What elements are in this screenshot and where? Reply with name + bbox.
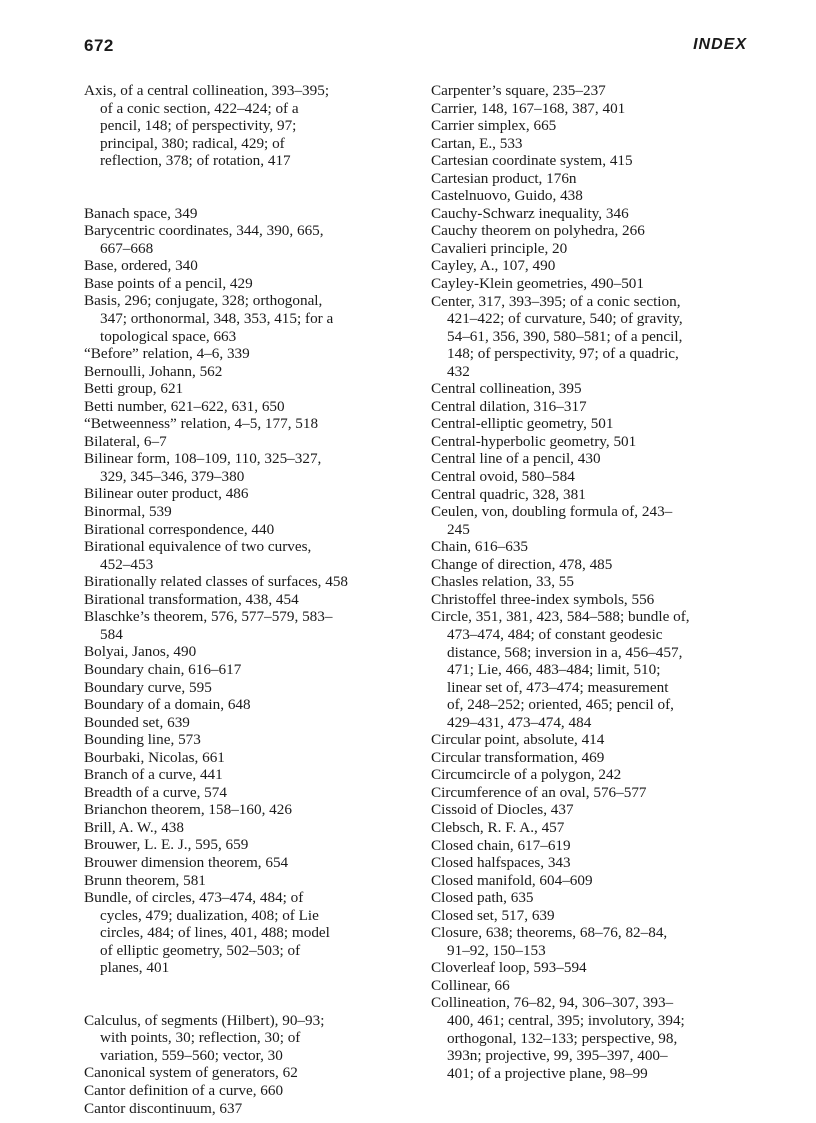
index-entry-line: 245 [447, 520, 470, 538]
index-entry-line: Closed path, 635 [431, 889, 534, 907]
index-entry [84, 573, 414, 591]
index-entry [431, 556, 754, 574]
index-entry-line: 421–422; of curvature, 540; of gravity, [447, 310, 683, 328]
index-entry-line: orthogonal, 132–133; perspective, 98, [447, 1029, 678, 1047]
index-entry-line: of elliptic geometry, 502–503; of [100, 941, 301, 959]
index-entry [431, 608, 754, 731]
index-entry-line: Closed halfspaces, 343 [431, 854, 571, 872]
index-entry [431, 152, 754, 170]
index-entry-line: Axis, of a central collineation, 393–395; [84, 82, 330, 99]
index-entry [84, 433, 414, 451]
index-entry-line: Central line of a pencil, 430 [431, 450, 601, 468]
index-entry [84, 1012, 414, 1065]
index-entry [431, 117, 754, 135]
index-entry [431, 240, 754, 258]
index-entry [84, 1064, 414, 1082]
index-entry-line: pencil, 148; of perspectivity, 97; [100, 117, 297, 135]
index-entry-line: Bilinear form, 108–109, 110, 325–327, [84, 450, 322, 468]
index-entry [431, 801, 754, 819]
index-entry-line: Ceulen, von, doubling formula of, 243– [431, 503, 673, 521]
index-entry [84, 292, 414, 345]
index-entry-line: 667–668 [100, 239, 154, 257]
index-entry-line: Binormal, 539 [84, 503, 172, 521]
index-entry-line: of, 248–252; oriented, 465; pencil of, [447, 696, 674, 714]
index-entry-line: Boundary curve, 595 [84, 678, 212, 696]
index-entry [84, 836, 414, 854]
index-entry-line: Circle, 351, 381, 423, 584–588; bundle of, [431, 608, 690, 626]
index-entry [431, 398, 754, 416]
index-entry-line: Cauchy-Schwarz inequality, 346 [431, 204, 629, 222]
index-entry [431, 766, 754, 784]
index-entry [84, 643, 414, 661]
index-entry [431, 205, 754, 223]
index-entry-line: Birational transformation, 438, 454 [84, 590, 299, 608]
index-entry-line: 91–92, 150–153 [447, 941, 546, 959]
index-entry [84, 591, 414, 609]
index-entry-line: Barycentric coordinates, 344, 390, 665, [84, 222, 324, 240]
index-entry [431, 82, 754, 100]
index-entry [84, 345, 414, 363]
index-entry-line: Boundary chain, 616–617 [84, 660, 242, 678]
index-entry-line: Central quadric, 328, 381 [431, 485, 586, 503]
index-entry [431, 889, 754, 907]
index-entry-line: 401; of a projective plane, 98–99 [447, 1064, 648, 1082]
index-entry-line: Central ovoid, 580–584 [431, 468, 575, 486]
index-entry [84, 801, 414, 819]
index-entry-line: 473–474, 484; of constant geodesic [447, 625, 663, 643]
index-entry [84, 450, 414, 485]
letter-group-gap [84, 977, 414, 1012]
index-entry [84, 679, 414, 697]
index-entry-line: 471; Lie, 466, 483–484; limit, 510; [447, 661, 661, 679]
index-entry [431, 994, 754, 1082]
running-head: INDEX [693, 36, 747, 53]
index-entry [84, 503, 414, 521]
index-entry [84, 608, 414, 643]
index-entry-line: Brianchon theorem, 158–160, 426 [84, 801, 292, 819]
index-entry-line: Bundle, of circles, 473–474, 484; of [84, 889, 304, 907]
index-entry-line: Brouwer dimension theorem, 654 [84, 853, 289, 871]
index-entry-line: linear set of, 473–474; measurement [447, 678, 669, 696]
index-entry-line: Carpenter’s square, 235–237 [431, 82, 606, 99]
index-entry-line: Cayley-Klein geometries, 490–501 [431, 275, 644, 293]
index-entry-line: 329, 345–346, 379–380 [100, 467, 245, 485]
index-entry [84, 398, 414, 416]
index-entry [431, 170, 754, 188]
index-entry-line: 400, 461; central, 395; involutory, 394; [447, 1011, 685, 1029]
index-entry-line: with points, 30; reflection, 30; of [100, 1029, 301, 1047]
index-entry [431, 784, 754, 802]
index-entry [431, 415, 754, 433]
index-entry-line: Birationally related classes of surfaces, 458 [84, 573, 349, 591]
index-entry [84, 363, 414, 381]
index-entry-line: Circular transformation, 469 [431, 748, 605, 766]
index-entry [84, 819, 414, 837]
index-entry [431, 380, 754, 398]
index-entry [84, 784, 414, 802]
index-entry [431, 222, 754, 240]
index-entry-line: Collineation, 76–82, 94, 306–307, 393– [431, 994, 674, 1012]
index-entry [431, 135, 754, 153]
index-entry-line: Cavalieri principle, 20 [431, 239, 568, 257]
index-entry-line: Closed chain, 617–619 [431, 836, 571, 854]
index-entry-line: Bounding line, 573 [84, 731, 201, 749]
index-entry-line: 429–431, 473–474, 484 [447, 713, 592, 731]
index-entry-line: Cissoid of Diocles, 437 [431, 801, 574, 819]
index-entry-line: Castelnuovo, Guido, 438 [431, 187, 583, 205]
index-entry [431, 468, 754, 486]
index-entry [84, 854, 414, 872]
index-entry-line: Bilinear outer product, 486 [84, 485, 249, 503]
index-entry-line: 148; of perspectivity, 97; of a quadric, [447, 345, 679, 363]
index-entry-line: Blaschke’s theorem, 576, 577–579, 583– [84, 608, 333, 626]
index-entry-line: of a conic section, 422–424; of a [100, 99, 299, 117]
index-entry [84, 275, 414, 293]
index-entry [431, 275, 754, 293]
index-entry [431, 924, 754, 959]
index-entry-line: Central collineation, 395 [431, 380, 582, 398]
index-entry-line: 393n; projective, 99, 395–397, 400– [447, 1047, 668, 1065]
index-entry-line: Carrier, 148, 167–168, 387, 401 [431, 99, 626, 117]
index-entry-line: Cantor discontinuum, 637 [84, 1099, 243, 1117]
index-entry-line: Center, 317, 393–395; of a conic section, [431, 292, 681, 310]
index-entry-line: Central-elliptic geometry, 501 [431, 415, 614, 433]
letter-group-gap [84, 170, 414, 205]
index-entry-line: Brouwer, L. E. J., 595, 659 [84, 836, 249, 854]
index-entry [431, 819, 754, 837]
index-entry-line: Branch of a curve, 441 [84, 766, 223, 784]
index-entry [84, 889, 414, 977]
index-entry [84, 1100, 414, 1118]
index-entry-line: Boundary of a domain, 648 [84, 696, 251, 714]
index-entry-line: Closed set, 517, 639 [431, 906, 555, 924]
index-entry [84, 485, 414, 503]
index-entry-line: “Betweenness” relation, 4–5, 177, 518 [84, 415, 319, 433]
index-entry-line: cycles, 479; dualization, 408; of Lie [100, 906, 319, 924]
index-entry-line: Cartesian product, 176n [431, 169, 577, 187]
index-entry [84, 538, 414, 573]
index-entry [84, 521, 414, 539]
index-entry-line: variation, 559–560; vector, 30 [100, 1046, 283, 1064]
index-entry [431, 450, 754, 468]
index-entry [431, 591, 754, 609]
index-entry-line: Betti group, 621 [84, 380, 184, 398]
index-entry-line: Bilateral, 6–7 [84, 432, 167, 450]
index-entry-line: Closed manifold, 604–609 [431, 871, 593, 889]
index-entry [84, 380, 414, 398]
index-entry [431, 977, 754, 995]
index-entry-line: Brill, A. W., 438 [84, 818, 184, 836]
page-header [84, 36, 747, 60]
index-entry [431, 257, 754, 275]
index-entry [431, 731, 754, 749]
index-entry-line: Cloverleaf loop, 593–594 [431, 959, 587, 977]
index-entry [431, 872, 754, 890]
index-entry-line: Change of direction, 478, 485 [431, 555, 613, 573]
index-entry [84, 82, 414, 170]
index-entry-line: Central dilation, 316–317 [431, 397, 587, 415]
index-entry-line: Calculus, of segments (Hilbert), 90–93; [84, 1011, 325, 1029]
index-entry [84, 766, 414, 784]
index-entry-line: Chain, 616–635 [431, 538, 529, 556]
index-entry [84, 872, 414, 890]
index-entry-line: Bolyai, Janos, 490 [84, 643, 197, 661]
index-entry [84, 661, 414, 679]
index-entry-line: 584 [100, 625, 123, 643]
index-entry [431, 837, 754, 855]
index-entry-line: Circumference of an oval, 576–577 [431, 783, 647, 801]
index-entry [431, 749, 754, 767]
index-entry-line: principal, 380; radical, 429; of [100, 134, 285, 152]
index-entry-line: Closure, 638; theorems, 68–76, 82–84, [431, 924, 668, 942]
index-entry-line: Base points of a pencil, 429 [84, 274, 253, 292]
index-entry [84, 1082, 414, 1100]
index-column-right [431, 82, 754, 1082]
index-entry-line: Christoffel three-index symbols, 556 [431, 590, 655, 608]
index-entry-line: Central-hyperbolic geometry, 501 [431, 432, 637, 450]
index-entry-line: “Before” relation, 4–6, 339 [84, 345, 250, 363]
index-entry [431, 433, 754, 451]
index-entry-line: Cauchy theorem on polyhedra, 266 [431, 222, 645, 240]
index-entry-line: Circular point, absolute, 414 [431, 731, 605, 749]
index-entry-line: topological space, 663 [100, 327, 237, 345]
index-entry-line: Cartesian coordinate system, 415 [431, 152, 633, 170]
index-entry-line: Carrier simplex, 665 [431, 117, 557, 135]
index-entry-line: Cartan, E., 533 [431, 134, 523, 152]
index-entry-line: Bernoulli, Johann, 562 [84, 362, 223, 380]
index-entry [431, 293, 754, 381]
index-entry-line: 54–61, 356, 390, 580–581; of a pencil, [447, 327, 683, 345]
index-entry-line: Breadth of a curve, 574 [84, 783, 227, 801]
index-entry-line: Chasles relation, 33, 55 [431, 573, 574, 591]
page-number: 672 [84, 36, 114, 55]
index-entry-line: Collinear, 66 [431, 976, 510, 994]
index-entry [431, 503, 754, 538]
index-entry-line: Birational equivalence of two curves, [84, 538, 312, 556]
index-entry-line: Clebsch, R. F. A., 457 [431, 818, 565, 836]
index-entry [84, 222, 414, 257]
index-entry-line: 452–453 [100, 555, 154, 573]
index-column-left [84, 82, 414, 1117]
index-entry-line: Bounded set, 639 [84, 713, 190, 731]
index-entry [84, 749, 414, 767]
index-entry-line: Betti number, 621–622, 631, 650 [84, 397, 285, 415]
index-entry [431, 573, 754, 591]
index-entry-line: Canonical system of generators, 62 [84, 1064, 298, 1082]
index-entry [431, 100, 754, 118]
index-entry [84, 696, 414, 714]
index-entry-line: 347; orthonormal, 348, 353, 415; for a [100, 310, 334, 328]
index-entry [431, 854, 754, 872]
index-entry-line: Cantor definition of a curve, 660 [84, 1081, 284, 1099]
index-entry [84, 205, 414, 223]
index-entry-line: reflection, 378; of rotation, 417 [100, 152, 291, 170]
index-entry-line: Circumcircle of a polygon, 242 [431, 766, 622, 784]
index-entry-line: planes, 401 [100, 959, 170, 977]
index-entry [431, 187, 754, 205]
index-entry-line: Base, ordered, 340 [84, 257, 198, 275]
index-entry [431, 907, 754, 925]
index-entry-line: Birational correspondence, 440 [84, 520, 275, 538]
index-entry [431, 959, 754, 977]
index-entry [431, 538, 754, 556]
index-entry [84, 731, 414, 749]
index-entry-line: distance, 568; inversion in a, 456–457, [447, 643, 683, 661]
index-entry [84, 257, 414, 275]
index-entry-line: Bourbaki, Nicolas, 661 [84, 748, 225, 766]
index-entry [84, 714, 414, 732]
index-entry-line: circles, 484; of lines, 401, 488; model [100, 924, 330, 942]
index-entry-line: Cayley, A., 107, 490 [431, 257, 556, 275]
index-entry-line: Banach space, 349 [84, 204, 198, 222]
index-entry [431, 486, 754, 504]
index-entry-line: Basis, 296; conjugate, 328; orthogonal, [84, 292, 323, 310]
index-entry-line: Brunn theorem, 581 [84, 871, 206, 889]
index-entry-line: 432 [447, 362, 470, 380]
index-entry [84, 415, 414, 433]
